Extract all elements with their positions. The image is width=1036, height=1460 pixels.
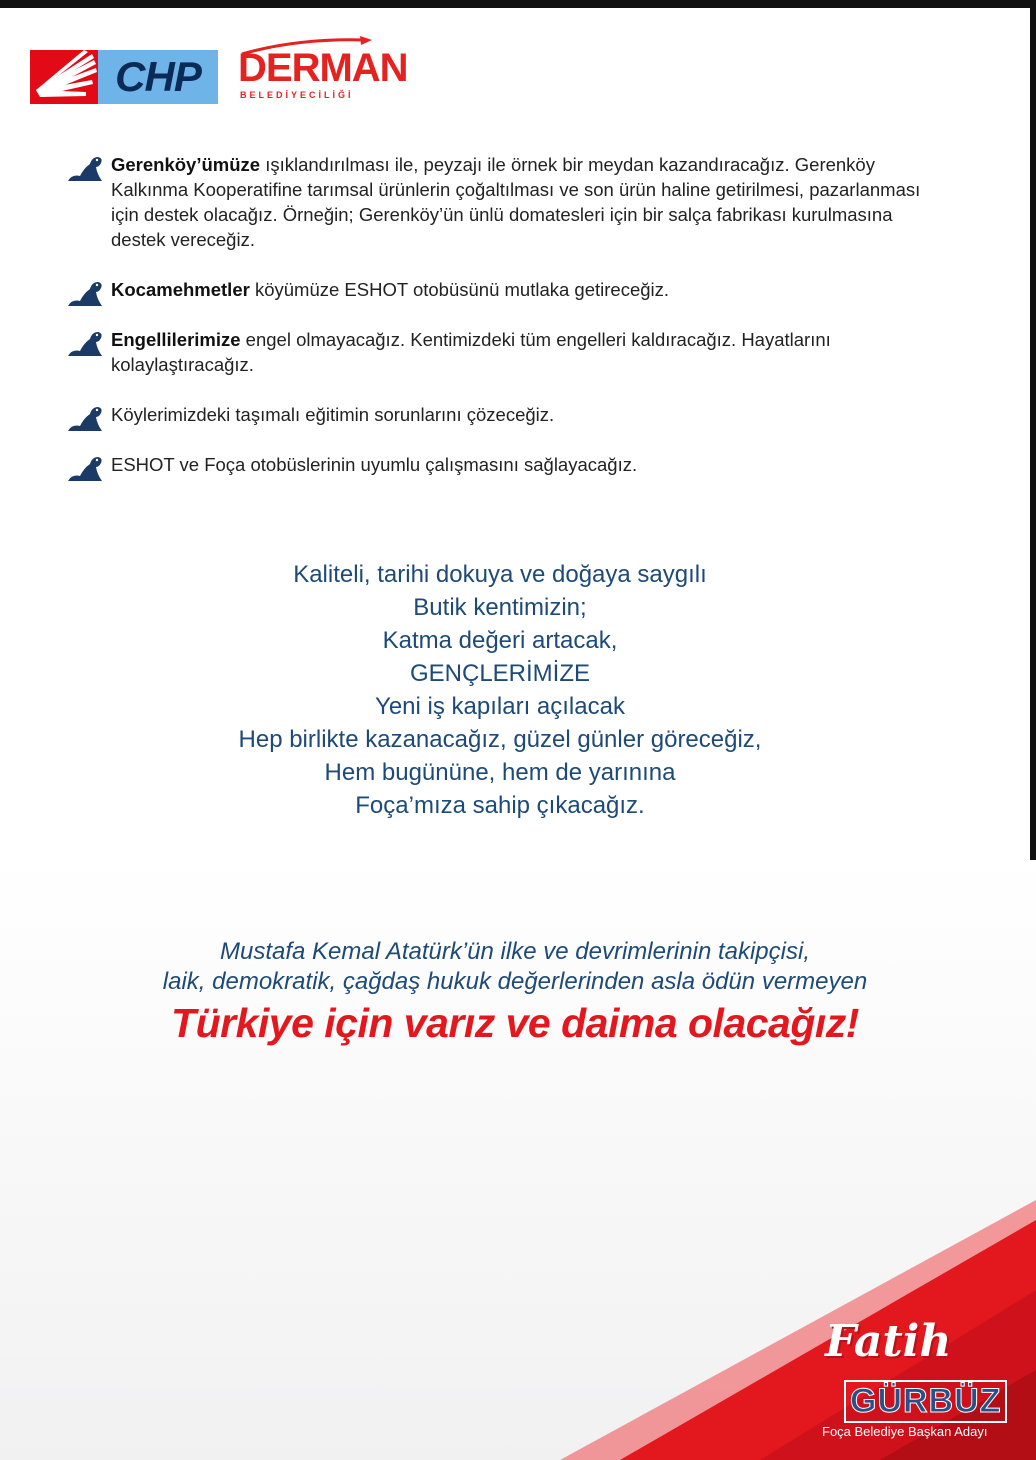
- list-item: [66, 327, 946, 377]
- slogan-line: Katma değeri artacak,: [382, 627, 618, 654]
- list-item: [66, 152, 946, 252]
- slogan-line: Hem bugününe, hem de yarınına: [324, 759, 676, 786]
- list-item: [66, 277, 946, 302]
- chp-logo-text: CHP: [115, 53, 201, 100]
- ataturk-statement: [0, 937, 1030, 997]
- seal-icon: [66, 154, 104, 184]
- chp-logo: [30, 50, 218, 104]
- slogan-line: Butik kentimizin;: [413, 594, 587, 621]
- chp-arrows-icon: [30, 50, 98, 104]
- derman-logo: [238, 36, 408, 106]
- signature-first-name: Fatih: [825, 1316, 952, 1367]
- slogan-line: Foça’mıza sahip çıkacağız.: [355, 792, 645, 819]
- motto-heading: Türkiye için varız ve daima olacağız!: [171, 1000, 859, 1046]
- seal-icon: [66, 404, 104, 434]
- seal-icon: [66, 279, 104, 309]
- list-item-text: Köylerimizdeki taşımalı eğitimin sorunlarını çözeceğiz.: [111, 404, 555, 425]
- slogan-line: Kaliteli, tarihi dokuya ve doğaya saygılı: [293, 561, 707, 588]
- signature-last-name: GÜRBÜZ: [844, 1380, 1007, 1423]
- slogan-line: Hep birlikte kazanacağız, güzel günler göreceğiz,: [238, 726, 762, 753]
- derman-title: DERMAN: [238, 46, 408, 90]
- promise-list: [66, 152, 946, 502]
- list-item-text: Engellilerimize engel olmayacağız. Kentimizdeki tüm engelleri kaldıracağız. Hayatlarını kolaylaştıracağız.: [111, 329, 831, 375]
- slogan-block: [0, 558, 1000, 822]
- list-item: [66, 402, 946, 427]
- ataturk-line-2: laik, demokratik, çağdaş hukuk değerlerinden asla ödün vermeyen: [162, 968, 868, 995]
- top-border: [0, 0, 1036, 8]
- slogan-line: GENÇLERİMİZE: [409, 660, 591, 687]
- seal-icon: [66, 454, 104, 484]
- slogan-line: Yeni iş kapıları açılacak: [375, 693, 625, 720]
- list-item-text: Kocamehmetler köyümüze ESHOT otobüsünü mutlaka getireceğiz.: [111, 279, 670, 300]
- list-item-text: Gerenköy’ümüze ışıklandırılması ile, peyzajı ile örnek bir meydan kazandıracağız. Gerenköy Kalkınma Kooperatifine tarımsal ürünlerin çoğaltılması ve son ürün haline getirilmesi, pazarlanması için destek olacağız. Örneğin; Gerenköy’ün ünlü domatesleri için bir salça fabrikası kurulmasına destek vereceğiz.: [111, 154, 921, 250]
- list-item-text: ESHOT ve Foça otobüslerinin uyumlu çalışmasını sağlayacağız.: [111, 454, 638, 475]
- ataturk-line-1: Mustafa Kemal Atatürk’ün ilke ve devrimlerinin takipçisi,: [219, 938, 810, 965]
- derman-subtitle: BELEDİYECİLİĞİ: [240, 90, 354, 100]
- signature-role: Foça Belediye Başkan Adayı: [822, 1424, 988, 1439]
- list-item: [66, 452, 946, 477]
- seal-icon: [66, 329, 104, 359]
- chp-text-box: [98, 50, 218, 104]
